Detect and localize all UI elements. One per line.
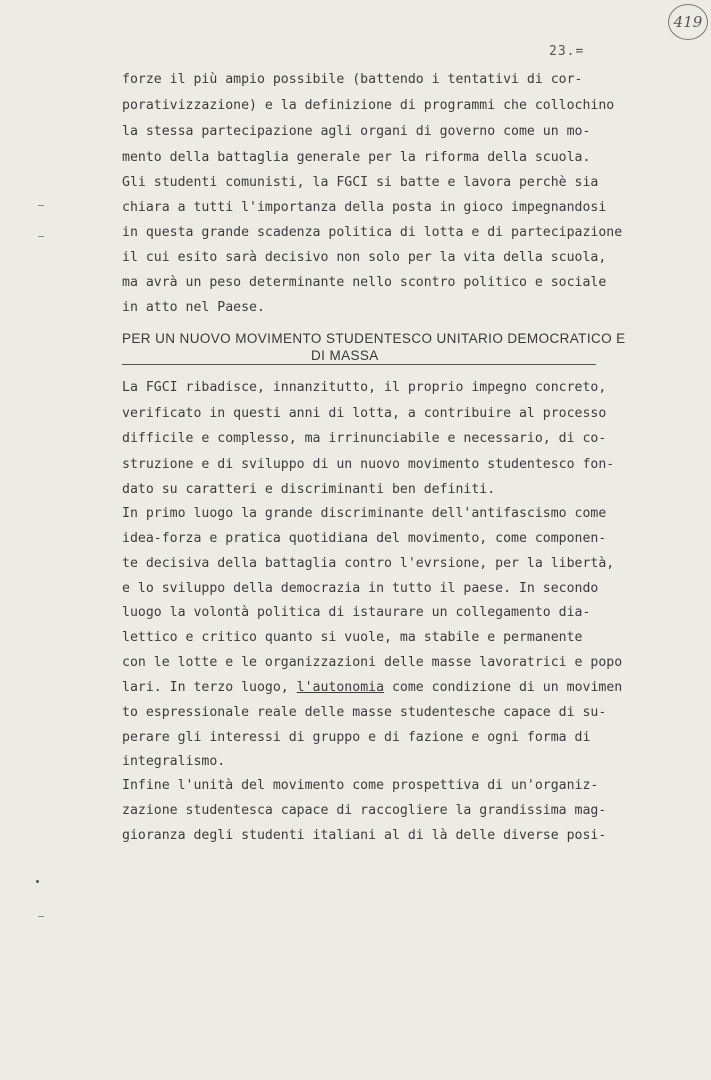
text-line: to espressionale reale delle masse studentesche capace di su-	[122, 705, 607, 720]
text-line: difficile e complesso, ma irrinunciabile e necessario, di co-	[122, 431, 607, 446]
section-heading-continued: DI MASSA	[311, 348, 379, 363]
margin-mark	[38, 236, 44, 237]
text-line: e lo sviluppo della democrazia in tutto il paese. In secondo	[122, 581, 599, 596]
text-line: il cui esito sarà decisivo non solo per la vita della scuola,	[122, 250, 607, 265]
text-segment: lari. In terzo luogo,	[122, 680, 297, 695]
text-line: la stessa partecipazione agli organi di governo come un mo-	[122, 124, 591, 139]
margin-dot	[36, 880, 39, 883]
text-line: porativizzazione) e la definizione di programmi che collochino	[122, 98, 615, 113]
heading-underline	[122, 364, 596, 365]
text-line: chiara a tutti l'importanza della posta in gioco impegnandosi	[122, 200, 607, 215]
margin-mark	[38, 916, 44, 917]
text-line: zazione studentesca capace di raccogliere la grandissima mag-	[122, 803, 607, 818]
section-heading: PER UN NUOVO MOVIMENTO STUDENTESCO UNITARIO DEMOCRATICO E	[122, 331, 626, 346]
text-line: in atto nel Paese.	[122, 300, 265, 315]
text-segment: come condizione di un movimen	[384, 680, 623, 695]
text-line: luogo la volontà politica di istaurare un collegamento dia-	[122, 605, 591, 620]
text-line: lettico e critico quanto si vuole, ma stabile e permanente	[122, 630, 583, 645]
text-line: idea-forza e pratica quotidiana del movimento, come componen-	[122, 531, 607, 546]
text-line: In primo luogo la grande discriminante dell'antifascismo come	[122, 506, 607, 521]
text-line: dato su caratteri e discriminanti ben definiti.	[122, 482, 496, 497]
text-line: in questa grande scadenza politica di lotta e di partecipazione	[122, 225, 623, 240]
page-number: 23.=	[549, 44, 585, 59]
text-line: perare gli interessi di gruppo e di fazione e ogni forma di	[122, 730, 591, 745]
text-line: forze il più ampio possibile (battendo i tentativi di cor-	[122, 72, 583, 87]
text-line: te decisiva della battaglia contro l'evrsione, per la libertà,	[122, 556, 615, 571]
archive-stamp: 419	[668, 4, 708, 40]
text-line: gioranza degli studenti italiani al di là delle diverse posi-	[122, 828, 607, 843]
text-line: Infine l'unità del movimento come prospettiva di un'organiz-	[122, 778, 599, 793]
text-line: integralismo.	[122, 754, 226, 769]
underlined-term: l'autonomia	[296, 680, 385, 695]
text-line: mento della battaglia generale per la riforma della scuola.	[122, 150, 591, 165]
text-line: Gli studenti comunisti, la FGCI si batte e lavora perchè sia	[122, 175, 599, 190]
text-line: struzione e di sviluppo di un nuovo movimento studentesco fon-	[122, 457, 615, 472]
text-line: verificato in questi anni di lotta, a contribuire al processo	[122, 406, 607, 421]
text-line: ma avrà un peso determinante nello scontro politico e sociale	[122, 275, 607, 290]
text-line: La FGCI ribadisce, innanzitutto, il proprio impegno concreto,	[122, 380, 607, 395]
text-line	[122, 680, 622, 695]
margin-mark	[38, 205, 44, 206]
text-line: con le lotte e le organizzazioni delle masse lavoratrici e popo	[122, 655, 623, 670]
